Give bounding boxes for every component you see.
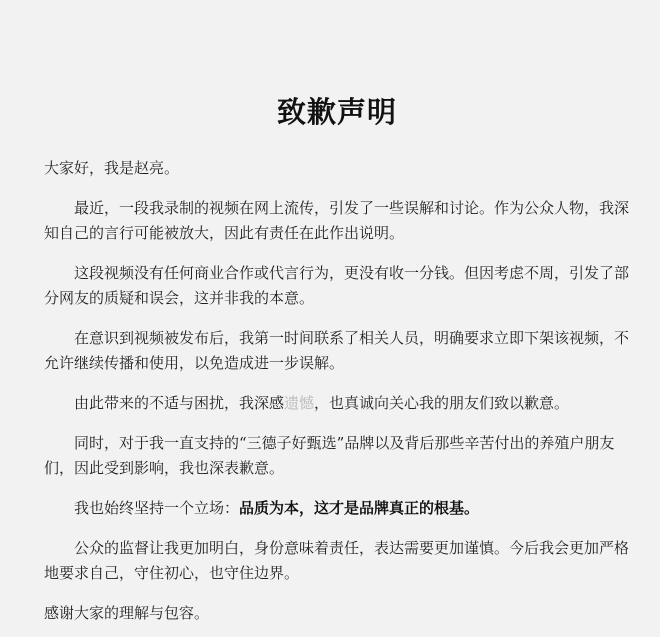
greeting-paragraph: 大家好，我是赵亮。 xyxy=(44,159,180,177)
paragraph-no-commercial: 这段视频没有任何商业合作或代言行为，更没有收一分钱。但因考虑不周，引发了部分网友的质疑和误会，这并非我的本意。 xyxy=(44,264,630,307)
regret-muted-word: 遗憾 xyxy=(284,394,315,412)
paragraph-takedown: 在意识到视频被发布后，我第一时间联系了相关人员，明确要求立即下架该视频，不允许继续传播和使用，以免造成进一步误解。 xyxy=(44,329,630,372)
regret-text-after: ，也真诚向关心我的朋友们致以歉意。 xyxy=(314,394,570,412)
statement-body xyxy=(44,156,630,626)
closing-paragraph: 感谢大家的理解与包容。 xyxy=(44,604,210,622)
position-text: 我也始终坚持一个立场： xyxy=(74,499,240,517)
paragraph-brand-apology: 同时，对于我一直支持的“三德子好甄选”品牌以及背后那些辛苦付出的养殖户朋友们，因此受到影响，我也深表歉意。 xyxy=(44,434,615,477)
position-bold-text: 品质为本，这才是品牌真正的根基。 xyxy=(239,499,480,517)
paragraph-regret xyxy=(44,391,630,416)
statement-title: 致歉声明 xyxy=(276,95,397,129)
regret-text-before: 由此带来的不适与困扰，我深感 xyxy=(74,394,285,412)
paragraph-video-spread: 最近，一段我录制的视频在网上流传，引发了一些误解和讨论。作为公众人物，我深知自己的言行可能被放大，因此有责任在此作出说明。 xyxy=(44,199,630,242)
paragraph-position xyxy=(44,496,630,521)
paragraph-responsibility: 公众的监督让我更加明白，身份意味着责任，表达需要更加谨慎。今后我会更加严格地要求自己，守住初心，也守住边界。 xyxy=(44,539,630,582)
